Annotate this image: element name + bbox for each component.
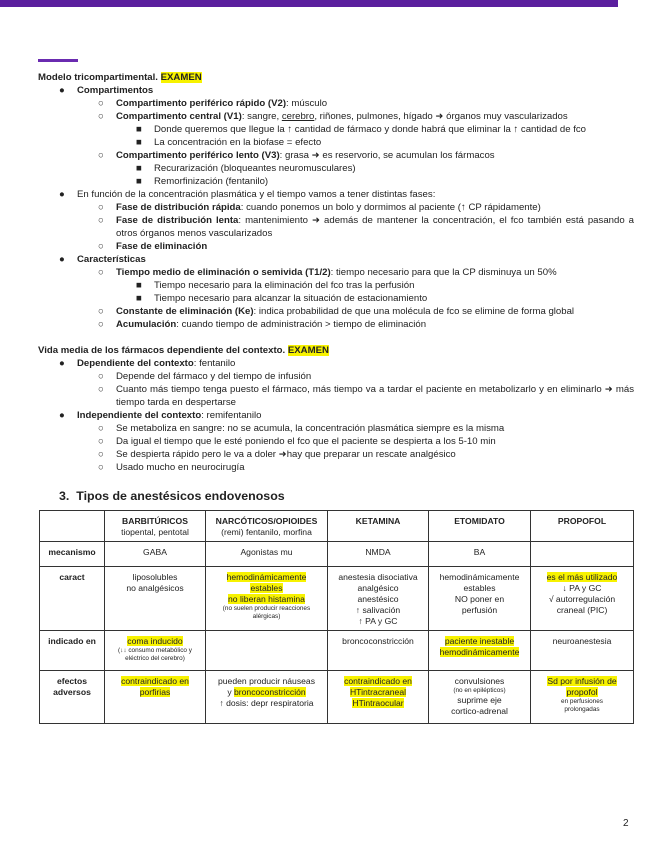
circle-bullet-icon: ○ [98, 371, 104, 382]
list-item: ○ Fase de eliminación [98, 241, 208, 252]
circle-bullet-icon: ○ [98, 111, 104, 122]
square-bullet-icon: ■ [136, 124, 142, 135]
list-item: ○ Compartimento periférico lento (V3): grasa ➜ es reservorio, se acumulan los fármacos [98, 150, 495, 161]
vida-title: Vida media de los fármacos dependiente del contexto. EXAMEN [38, 345, 329, 356]
square-bullet-icon: ■ [136, 280, 142, 291]
row-label: mecanismo [40, 542, 105, 567]
table-cell: coma inducido (↓↓ consumo metabólico y eléctrico del cerebro) [105, 631, 206, 671]
table-cell: neuroanestesia [531, 631, 634, 671]
list-item: ○ Cuanto más tiempo tenga puesto el fármaco, más tiempo va a tardar el paciente en metabolizarlo y en eliminarlo ➜ más tiempo tarda en despertarse [98, 384, 634, 408]
circle-bullet-icon: ○ [98, 384, 104, 395]
circle-bullet-icon: ○ [98, 306, 104, 317]
table-header-cell: BARBITÚRICOS tiopental, pentotal [105, 511, 206, 542]
table-row [40, 542, 634, 567]
row-label: efectos adversos [40, 671, 105, 724]
exam-tag: EXAMEN [160, 72, 202, 83]
spacer [38, 331, 634, 344]
section-accent-line [38, 59, 78, 62]
table-cell [206, 631, 328, 671]
list-item: ● Dependiente del contexto: fentanilo [59, 358, 236, 369]
section-heading: 3. Tipos de anestésicos endovenosos [59, 489, 285, 503]
circle-bullet-icon: ○ [98, 423, 104, 434]
table-cell: Agonistas mu [206, 542, 328, 567]
circle-bullet-icon: ○ [98, 241, 104, 252]
table-header-cell: KETAMINA [328, 511, 429, 542]
bullet-icon: ● [59, 189, 65, 200]
list-item: ○ Se metaboliza en sangre: no se acumula, la concentración plasmática siempre es la misma [98, 423, 505, 434]
circle-bullet-icon: ○ [98, 449, 104, 460]
list-item: ● Características [59, 254, 146, 265]
list-item: ○ Acumulación: cuando tiempo de administración > tiempo de eliminación [98, 319, 427, 330]
exam-tag: EXAMEN [287, 345, 329, 356]
page-number: 2 [623, 818, 629, 829]
table-row [40, 631, 634, 671]
table-row [40, 671, 634, 724]
circle-bullet-icon: ○ [98, 436, 104, 447]
circle-bullet-icon: ○ [98, 462, 104, 473]
circle-bullet-icon: ○ [98, 215, 104, 226]
table-cell: broncoconstricción [328, 631, 429, 671]
bullet-icon: ● [59, 358, 65, 369]
list-item: ■ Donde queremos que llegue la ↑ cantidad de fármaco y donde habrá que eliminar la ↑ cantidad de fco [136, 124, 586, 135]
list-item: ○ Compartimento central (V1): sangre, cerebro, riñones, pulmones, hígado ➜ órganos muy vascularizados [98, 111, 568, 122]
table-cell: anestesia disociativa analgésico anestésico ↑ salivación ↑ PA y GC [328, 567, 429, 631]
table-cell: NMDA [328, 542, 429, 567]
table-header-cell: ETOMIDATO [429, 511, 531, 542]
list-item: ● En función de la concentración plasmática y el tiempo vamos a tener distintas fases: [59, 189, 436, 200]
list-item: ○ Tiempo medio de eliminación o semivida (T1/2): tiempo necesario para que la CP disminuya un 50% [98, 267, 557, 278]
table-cell: contraindicado en porfirias [105, 671, 206, 724]
list-item: ■ Recurarización (bloqueantes neuromusculares) [136, 163, 356, 174]
list-item: ■ Tiempo necesario para alcanzar la situación de estacionamiento [136, 293, 428, 304]
list-item: ○ Usado mucho en neurocirugía [98, 462, 245, 473]
square-bullet-icon: ■ [136, 137, 142, 148]
modelo-title: Modelo tricompartimental. EXAMEN [38, 72, 202, 83]
circle-bullet-icon: ○ [98, 319, 104, 330]
circle-bullet-icon: ○ [98, 98, 104, 109]
list-item: ○ Constante de eliminación (Ke): indica probabilidad de que una molécula de fco se elimine de forma global [98, 306, 575, 317]
square-bullet-icon: ■ [136, 293, 142, 304]
table-cell: BA [429, 542, 531, 567]
top-accent-bar [0, 0, 618, 7]
table-cell: GABA [105, 542, 206, 567]
circle-bullet-icon: ○ [98, 202, 104, 213]
table-header-row [40, 511, 634, 542]
table-cell: hemodinámicamente estables no liberan histamina (no suelen producir reacciones alérgicas) [206, 567, 328, 631]
bullet-icon: ● [59, 254, 65, 265]
list-item: ○ Compartimento periférico rápido (V2): músculo [98, 98, 328, 109]
table-cell: pueden producir náuseas y broncoconstricción ↑ dosis: depr respiratoria [206, 671, 328, 724]
table-cell: liposolubles no analgésicos [105, 567, 206, 631]
list-item: ○ Da igual el tiempo que le esté poniendo el fco que el paciente se despierta a los 5-10 min [98, 436, 496, 447]
table-cell: Sd por infusión de propofol en perfusiones prolongadas [531, 671, 634, 724]
table-row [40, 567, 634, 631]
list-item: ■ Remorfinización (fentanilo) [136, 176, 269, 187]
list-item: ○ Se despierta rápido pero le va a doler ➜hay que preparar un rescate analgésico [98, 449, 456, 460]
table-cell [531, 542, 634, 567]
circle-bullet-icon: ○ [98, 150, 104, 161]
table-cell: contraindicado en HTintracraneal HTintraocular [328, 671, 429, 724]
document-body [38, 71, 634, 504]
anesthetics-table [39, 510, 634, 724]
table-cell: hemodinámicamente estables NO poner en perfusión [429, 567, 531, 631]
bullet-icon: ● [59, 85, 65, 96]
list-item: ■ La concentración en la biofase = efecto [136, 137, 322, 148]
row-label: caract [40, 567, 105, 631]
table-header-cell: PROPOFOL [531, 511, 634, 542]
circle-bullet-icon: ○ [98, 267, 104, 278]
table-cell: convulsiones (no en epilépticos) suprime eje cortico-adrenal [429, 671, 531, 724]
list-item: ○ Fase de distribución lenta: mantenimiento ➜ además de mantener la concentración, el fco también está pasando a otros órganos menos vascularizados [98, 215, 634, 239]
list-item: ● Compartimentos [59, 85, 154, 96]
row-label: indicado en [40, 631, 105, 671]
square-bullet-icon: ■ [136, 163, 142, 174]
list-item: ○ Fase de distribución rápida: cuando ponemos un bolo y dormimos al paciente (↑ CP rápidamente) [98, 202, 541, 213]
table-cell [40, 511, 105, 542]
list-item: ■ Tiempo necesario para la eliminación del fco tras la perfusión [136, 280, 415, 291]
list-item: ● Independiente del contexto: remifentanilo [59, 410, 262, 421]
table-cell: paciente inestable hemodinámicamente [429, 631, 531, 671]
table-cell: es el más utilizado ↓ PA y GC √ autorregulación craneal (PIC) [531, 567, 634, 631]
bullet-icon: ● [59, 410, 65, 421]
table-header-cell: NARCÓTICOS/OPIOIDES (remi) fentanilo, morfina [206, 511, 328, 542]
list-item: ○ Depende del fármaco y del tiempo de infusión [98, 371, 312, 382]
square-bullet-icon: ■ [136, 176, 142, 187]
